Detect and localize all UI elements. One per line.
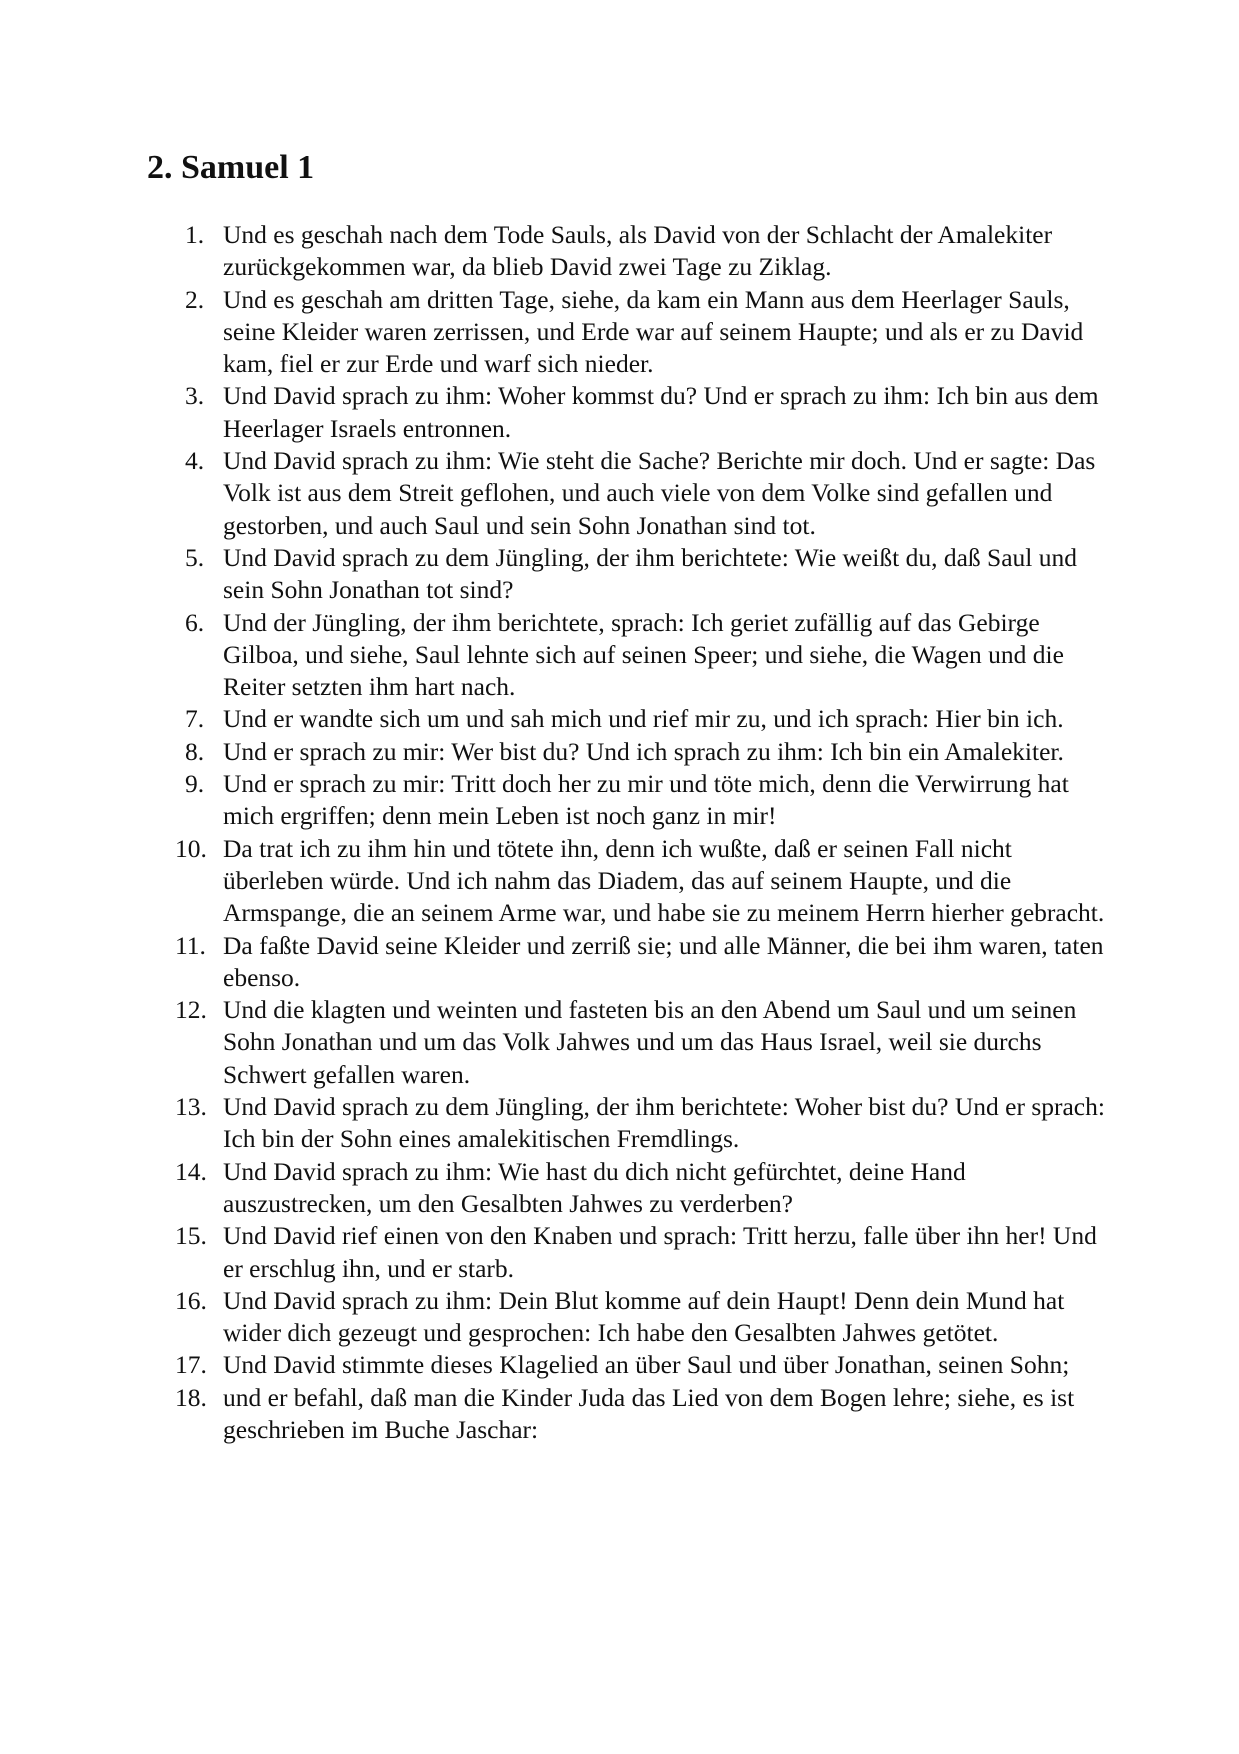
verse-text: Da faßte David seine Kleider und zerriß sie; und alle Männer, die bei ihm waren, taten ebenso. [223, 930, 1104, 992]
verse-text: Und David sprach zu dem Jüngling, der ihm berichtete: Wie weißt du, daß Saul und sein Sohn Jonathan tot sind? [223, 542, 1077, 605]
verse-number: 10. [175, 833, 207, 863]
verse-text: Und David stimmte dieses Klagelied an über Saul und über Jonathan, seinen Sohn; [223, 1350, 1070, 1380]
verse-item [175, 1382, 1105, 1447]
verse-item [175, 1220, 1105, 1285]
verse-number: 6. [185, 607, 205, 637]
verse-number: 2. [185, 284, 205, 314]
verse-item [175, 542, 1105, 607]
verse-number: 11. [175, 930, 206, 960]
verse-number: 1. [185, 220, 205, 249]
verse-number: 5. [185, 542, 205, 572]
verse-number: 14. [175, 1156, 207, 1186]
verse-number: 8. [185, 736, 205, 766]
verse-number: 16. [175, 1285, 207, 1315]
verse-item [175, 219, 1105, 284]
verse-item [175, 1349, 1105, 1381]
verse-number: 18. [175, 1382, 207, 1412]
verse-item [175, 380, 1105, 445]
verse-text: Und es geschah am dritten Tage, siehe, da kam ein Mann aus dem Heerlager Sauls, seine Kleider waren zerrissen, und Erde war auf seinem Haupte; und als er zu David kam, fiel er zur Erde und warf sich nieder. [223, 284, 1084, 379]
verse-number: 17. [175, 1350, 207, 1380]
verse-text: Und der Jüngling, der ihm berichtete, sprach: Ich geriet zufällig auf das Gebirge Gilboa, und siehe, Saul lehnte sich auf seinen Speer; und siehe, die Wagen und die Reiter setzten ihm hart nach. [223, 607, 1064, 702]
verse-list [175, 219, 1105, 1446]
verse-text: Da trat ich zu ihm hin und tötete ihn, denn ich wußte, daß er seinen Fall nicht überleben würde. Und ich nahm das Diadem, das auf seinem Haupte, und die Armspange, die an seinem Arme war, und habe sie zu meinem Herrn hierher gebracht. [223, 833, 1105, 928]
verse-text: Und David sprach zu ihm: Wie steht die Sache? Berichte mir doch. Und er sagte: Das Volk ist aus dem Streit geflohen, und auch viele von dem Volke sind gefallen und gestorben, und auch Saul und sein Sohn Jonathan sind tot. [223, 446, 1096, 540]
verse-item [175, 833, 1105, 930]
verse-item [175, 1091, 1105, 1156]
verse-item [175, 703, 1105, 735]
verse-text: und er befahl, daß man die Kinder Juda das Lied von dem Bogen lehre; siehe, es ist geschrieben im Buche Jaschar: [223, 1382, 1075, 1444]
verse-text: Und David sprach zu dem Jüngling, der ihm berichtete: Woher bist du? Und er sprach: Ich bin der Sohn eines amalekitischen Fremdlings. [223, 1092, 1105, 1154]
verse-number: 3. [185, 381, 205, 411]
verse-number: 15. [175, 1221, 207, 1251]
verse-text: Und es geschah nach dem Tode Sauls, als David von der Schlacht der Amalekiter zurückgekommen war, da blieb David zwei Tage zu Ziklag. [223, 220, 1053, 282]
page-title: 2. Samuel 1 [147, 149, 315, 186]
verse-text: Und David sprach zu ihm: Wie hast du dich nicht gefürchtet, deine Hand auszustrecken, um den Gesalbten Jahwes zu verderben? [223, 1156, 966, 1218]
verse-text: Und er sprach zu mir: Tritt doch her zu mir und töte mich, denn die Verwirrung hat mich ergriffen; denn mein Leben ist noch ganz in mir! [223, 769, 1069, 831]
verse-text: Und die klagten und weinten und fasteten bis an den Abend um Saul und um seinen Sohn Jonathan und um das Volk Jahwes und um das Haus Israel, weil sie durchs Schwert gefallen waren. [223, 995, 1077, 1089]
verse-number: 7. [185, 704, 205, 734]
verse-number: 13. [175, 1092, 207, 1122]
verse-item [175, 994, 1105, 1091]
verse-text: Und David sprach zu ihm: Dein Blut komme auf dein Haupt! Denn dein Mund hat wider dich gezeugt und gesprochen: Ich habe den Gesalbten Jahwes getötet. [223, 1285, 1065, 1348]
verse-item [175, 930, 1105, 995]
verse-text: Und er sprach zu mir: Wer bist du? Und ich sprach zu ihm: Ich bin ein Amalekiter. [223, 736, 1064, 766]
verse-item [175, 284, 1105, 381]
verse-item [175, 1285, 1105, 1350]
verse-item [175, 445, 1105, 542]
verse-text: Und er wandte sich um und sah mich und rief mir zu, und ich sprach: Hier bin ich. [223, 704, 1064, 734]
verse-item [175, 1156, 1105, 1221]
verse-number: 9. [185, 769, 205, 799]
verse-text: Und David rief einen von den Knaben und sprach: Tritt herzu, falle über ihn her! Und er erschlug ihn, und er starb. [223, 1221, 1097, 1283]
verse-item [175, 768, 1105, 833]
verse-text: Und David sprach zu ihm: Woher kommst du? Und er sprach zu ihm: Ich bin aus dem Heerlager Israels entronnen. [223, 381, 1099, 443]
verse-item [175, 607, 1105, 704]
verse-number: 12. [175, 995, 207, 1025]
verse-number: 4. [185, 446, 205, 476]
verse-item [175, 736, 1105, 768]
